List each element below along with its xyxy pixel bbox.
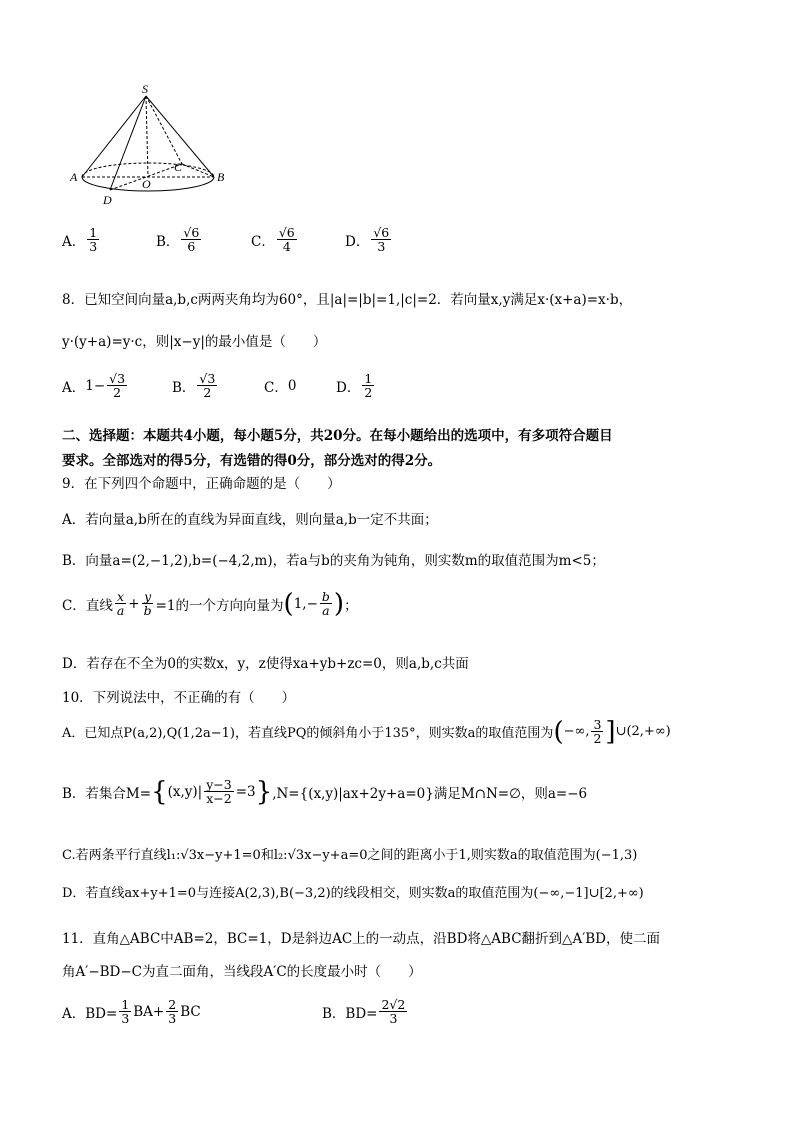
label-S: S [142,84,148,96]
q10-option-d[interactable]: D．若直线ax+y+1=0与连接A(2,3),B(−3,2)的线段相交，则实数a的取值范围为(−∞,−1]∪[2,+∞) [62,886,644,901]
q8-option-a[interactable]: A． 1− $\frac{√3}{2}$ [62,371,126,401]
q8-stem-line2: y·(y+a)=y·c，则|x−y|的最小值是（ ） [62,334,327,350]
q10-option-b[interactable]: B．若集合M= { (x,y)| $\frac{y-3}{x-2}$ =3 } ,N={(x,y)|ax+2y+a=0}满足M∩N=∅，则a=−6 [62,776,588,807]
q11-option-a[interactable]: A．BD= $\frac{1}{3}$ BA+ $\frac{2}{3}$ BC [62,997,201,1027]
q7-option-c[interactable]: C． $\frac{√6}{4}$ [251,225,295,255]
edge-SD [110,96,146,190]
q8-stem-line1: 8．已知空间向量a,b,c两两夹角均为60°，且|a|=|b|=1,|c|=2．若向量x,y满足x·(x+a)=x·b， [62,292,633,308]
q8-option-c[interactable]: C． 0 [264,377,297,396]
label-O: O [142,177,151,191]
q10-option-c[interactable]: C.若两条平行直线l₁:√3x−y+1=0和l₂:√3x−y+a=0之间的距离小于1,则实数a的取值范围为(−1,3) [62,848,638,863]
section-2-heading-line1: 二、选择题：本题共4小题，每小题5分，共20分。在每小题给出的选项中，有多项符合题目 [62,428,613,444]
q11-options [62,998,409,1025]
label-A: A [70,170,78,184]
q9-stem: 9．在下列四个命题中，正确命题的是（ ） [62,476,341,492]
label-C: C [174,160,183,174]
q9-option-c[interactable]: C．直线 $\frac{x}{a}$ + $\frac{y}{b}$ =1的一个方向向量为 ( 1,− $\frac{b}{a}$ ) ； [62,588,358,619]
q7-option-a[interactable]: A． $\frac{1}{3}$ [62,225,98,255]
q11-stem-line2: 角A′−BD−C为直二面角，当线段A′C的长度最小时（ ） [62,964,422,980]
edge-SO [146,96,148,177]
q10-stem: 10．下列说法中，不正确的有（ ） [62,690,296,706]
q8-option-d[interactable]: D． $\frac{1}{2}$ [336,371,373,401]
label-D: D [103,193,112,207]
q8-options [62,372,376,399]
q10-option-a[interactable]: A．已知点P(a,2),Q(1,2a−1)，若直线PQ的倾斜角小于135°，则实数a的取值范围为 ( −∞, $\frac{3}{2}$ ] ∪(2,+∞) [62,716,671,747]
label-B: B [217,170,225,184]
q11-stem-line1: 11．直角△ABC中AB=2，BC=1，D是斜边AC上的一动点，沿BD将△ABC翻折到△A′BD，使二面 [62,931,661,947]
q9-option-a[interactable]: A．若向量a,b所在的直线为异面直线，则向量a,b一定不共面； [62,512,438,528]
cone-figure [60,84,230,209]
edge-CB [182,164,214,177]
q7-options [62,226,393,253]
q7-option-d[interactable]: D． $\frac{√6}{3}$ [345,225,390,255]
q7-option-b[interactable]: B． $\frac{√6}{6}$ [156,225,200,255]
q9-option-d[interactable]: D．若存在不全为0的实数x，y，z使得xa+yb+zc=0，则a,b,c共面 [62,656,469,672]
cone-base-back [82,163,214,177]
q8-option-b[interactable]: B． $\frac{√3}{2}$ [172,371,216,401]
q11-option-b[interactable]: B．BD= $\frac{2√2}{3}$ [322,997,406,1027]
q9-option-b[interactable]: B．向量a=(2,−1,2),b=(−4,2,m)，若a与b的夹角为钝角，则实数m的取值范围为m<5； [62,553,605,569]
edge-SC [146,96,182,164]
section-2-heading-line2: 要求。全部选对的得5分，有选错的得0分，部分选对的得2分。 [62,453,442,469]
